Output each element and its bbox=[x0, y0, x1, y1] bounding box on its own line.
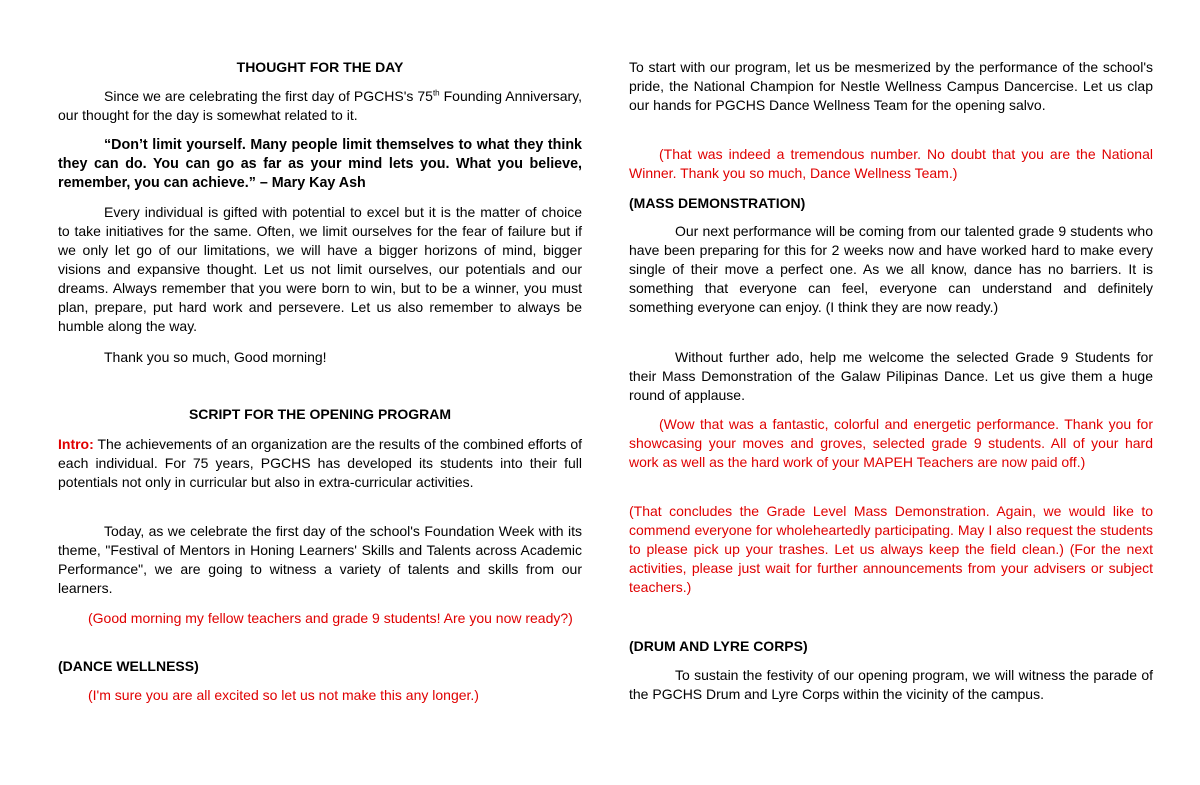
concludes-cue: (That concludes the Grade Level Mass Demonstration. Again, we would like to commend everyone for wholeheartedly participating. May I also request the students to please pick up your trashes. Let us always keep the field clean.) (For the next activities, please just wait for further announcements from your advisers or subject teachers.) bbox=[629, 503, 1153, 595]
ordinal-suffix: th bbox=[432, 88, 440, 98]
excited-cue: (I'm sure you are all excited so let us not make this any longer.) bbox=[88, 687, 479, 703]
thought-intro-pre: Since we are celebrating the first day of PGCHS's 75 bbox=[104, 88, 433, 104]
script-heading: SCRIPT FOR THE OPENING PROGRAM bbox=[188, 406, 452, 422]
quote-text: “Don’t limit yourself. Many people limit themselves to what they think they can do. You can go as far as your mind lets you. What you believe, remember, you can achieve.” – Mary Kay Ash bbox=[58, 137, 582, 191]
greeting-cue: (Good morning my fellow teachers and grade 9 students! Are you now ready?) bbox=[88, 610, 573, 626]
dance-intro-paragraph: To start with our program, let us be mesmerized by the performance of the school's pride, the National Champion for Nestle Wellness Campus Dancercise. Let us clap our hands for PGCHS Dance Wellness Team for the opening salvo. bbox=[629, 59, 1153, 113]
mass-demo-paragraph: Our next performance will be coming from our talented grade 9 students who have been preparing for this for 2 weeks now and have worked hard to make every single of their move a perfect one. As we all know, dance has no barriers. It is something that everyone can feel, everyone can understand and definitely something everyone can enjoy. (I think they are now ready.) bbox=[629, 223, 1153, 315]
mass-demo-heading: (MASS DEMONSTRATION) bbox=[629, 195, 806, 211]
thought-heading: THOUGHT FOR THE DAY bbox=[236, 59, 404, 75]
thought-intro bbox=[58, 87, 582, 125]
welcome-paragraph: Without further ado, help me welcome the selected Grade 9 Students for their Mass Demonstration of the Galaw Pilipinas Dance. Let us give them a huge round of applause. bbox=[629, 349, 1153, 403]
intro-paragraph bbox=[58, 435, 582, 492]
thought-intro-post: Founding Anniversary, our thought for the day is somewhat related to it. bbox=[58, 88, 582, 123]
thought-paragraph: Every individual is gifted with potential to excel but it is the matter of choice to take initiatives for the same. Often, we limit ourselves for the fear of failure but if we only let go of our limitations, we will have a bigger horizons of mind, bigger visions and expansive thought. Let us not limit ourselves, our potentials and our dreams. Always remember that you were born to win, but to be a winner, you must plan, prepare, put hard work and persevere. Let us also remember to always be humble along the way. bbox=[58, 204, 582, 334]
wow-cue: (Wow that was a fantastic, colorful and energetic performance. Thank you for showcasing your moves and groves, selected grade 9 students. All of your hard work as well as the hard work of your MAPEH Teachers are now paid off.) bbox=[629, 416, 1153, 470]
winner-cue: (That was indeed a tremendous number. No doubt that you are the National Winner. Thank you so much, Dance Wellness Team.) bbox=[629, 146, 1153, 181]
intro-text: The achievements of an organization are the results of the combined efforts of each individual. For 75 years, PGCHS has developed its students into their full potentials not only in curricular but also in extra-curricular activities. bbox=[58, 436, 582, 490]
intro-label: Intro: bbox=[58, 436, 94, 452]
dance-wellness-heading: (DANCE WELLNESS) bbox=[58, 658, 199, 674]
drum-lyre-heading: (DRUM AND LYRE CORPS) bbox=[629, 638, 808, 654]
festival-paragraph: Today, as we celebrate the first day of the school's Foundation Week with its theme, "Festival of Mentors in Honing Learners' Skills and Talents across Academic Performance", we are going to witness a variety of talents and skills from our learners. bbox=[58, 523, 582, 596]
thanks-line: Thank you so much, Good morning! bbox=[104, 349, 327, 365]
drum-lyre-paragraph: To sustain the festivity of our opening program, we will witness the parade of the PGCHS Drum and Lyre Corps within the vicinity of the campus. bbox=[629, 667, 1153, 702]
